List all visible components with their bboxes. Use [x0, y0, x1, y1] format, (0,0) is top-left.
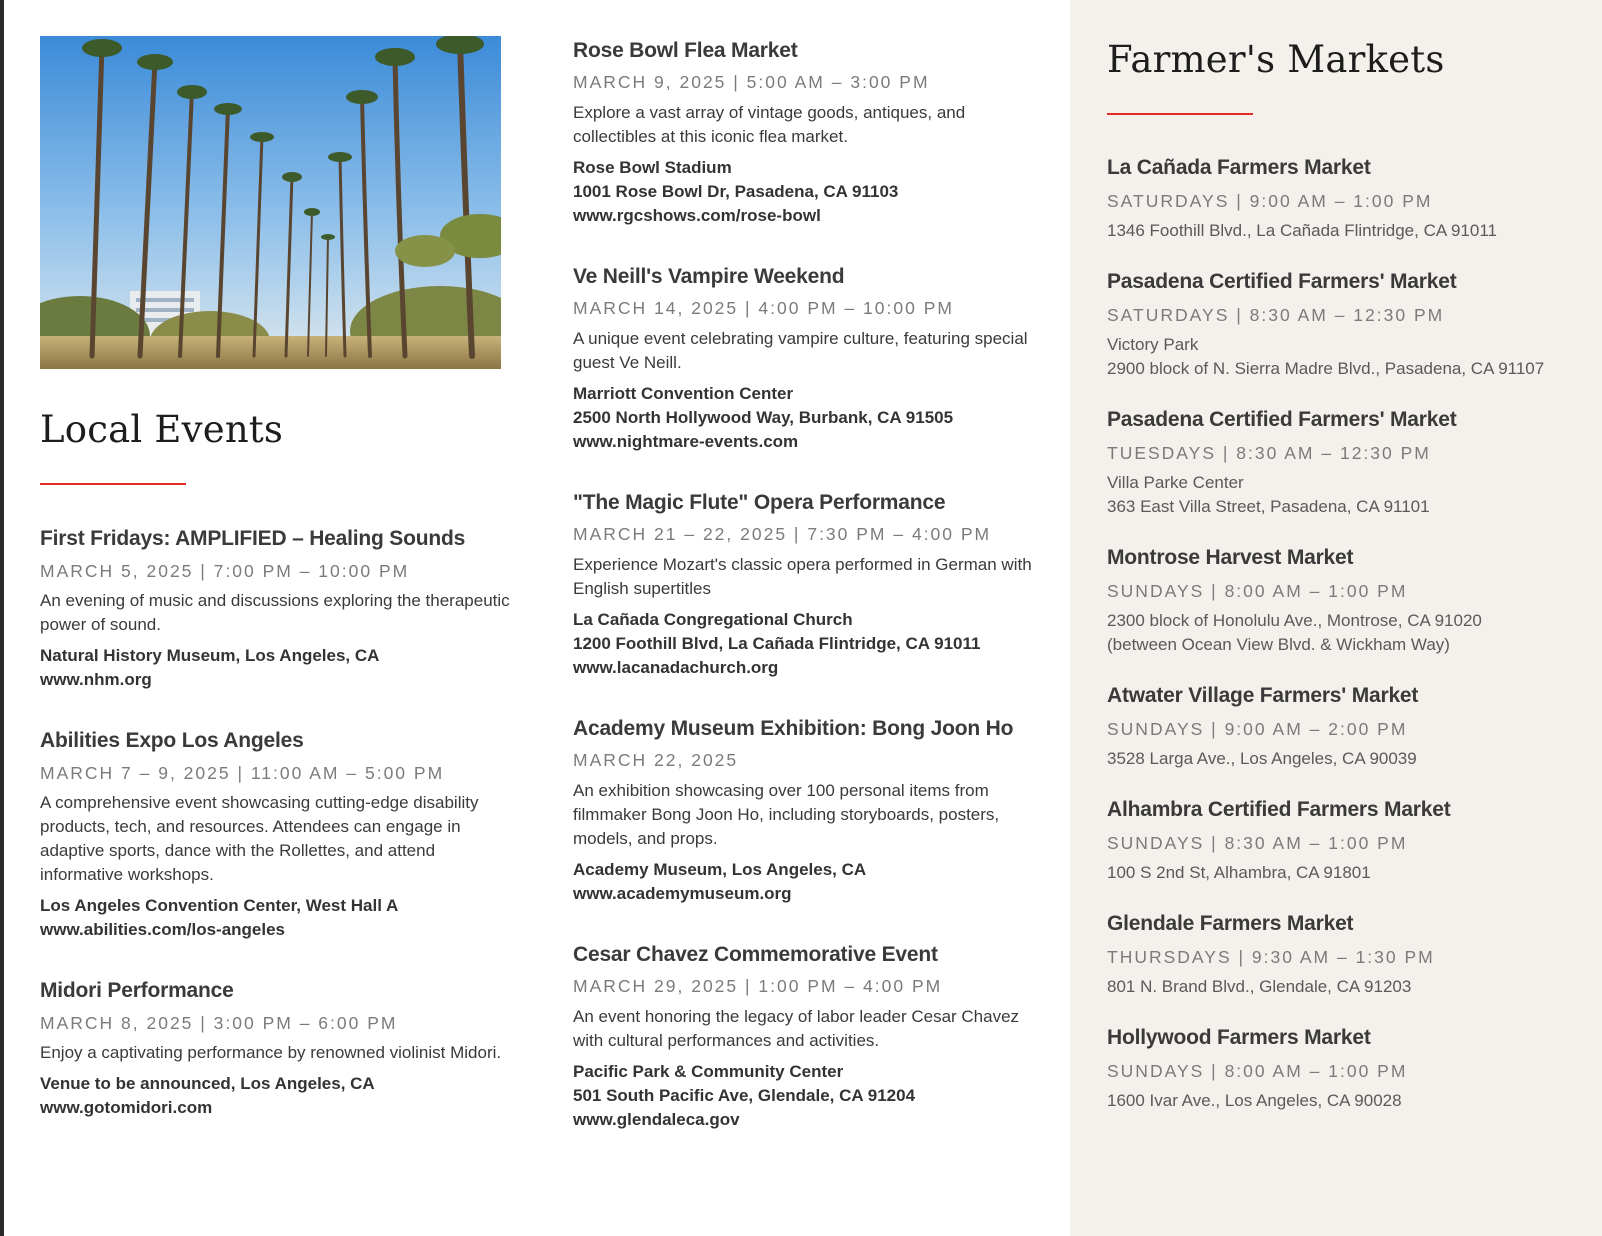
- event-website[interactable]: www.glendaleca.gov: [573, 1110, 740, 1129]
- event-title: Abilities Expo Los Angeles: [40, 729, 304, 753]
- event-item: [573, 38, 1043, 228]
- event-venue-block: [573, 1060, 1043, 1132]
- market-name: Glendale Farmers Market: [1107, 912, 1354, 936]
- event-description: A unique event celebrating vampire culture, featuring special guest Ve Neill.: [573, 329, 1028, 372]
- market-name: Atwater Village Farmers' Market: [1107, 684, 1419, 708]
- event-title: First Fridays: AMPLIFIED – Healing Sounds: [40, 527, 466, 551]
- market-address-line: 2900 block of N. Sierra Madre Blvd., Pasadena, CA 91107: [1107, 359, 1545, 379]
- event-website[interactable]: www.lacanadachurch.org: [573, 658, 779, 677]
- farmers-markets-title: Farmer's Markets: [1107, 38, 1445, 81]
- event-address: 1001 Rose Bowl Dr, Pasadena, CA 91103: [573, 182, 899, 201]
- event-date: MARCH 5, 2025 | 7:00 PM – 10:00 PM: [40, 560, 410, 581]
- market-item: [1107, 269, 1587, 381]
- event-venue: Los Angeles Convention Center, West Hall A: [40, 896, 399, 916]
- market-address-line: Villa Parke Center: [1107, 473, 1244, 493]
- local-events-title: Local Events: [40, 408, 284, 451]
- farmers-markets-sidebar: [1107, 38, 1587, 1139]
- event-venue: La Cañada Congregational Church: [573, 610, 853, 629]
- market-address: [1107, 333, 1587, 381]
- palm-trees-photo: [40, 36, 501, 369]
- page-edge: [0, 0, 4, 1236]
- event-item: [573, 490, 1043, 680]
- event-title: Rose Bowl Flea Market: [573, 39, 798, 62]
- market-item: [1107, 407, 1587, 519]
- market-item: [1107, 545, 1587, 657]
- event-venue-block: [40, 644, 520, 692]
- event-venue-block: [573, 608, 1043, 680]
- event-description: Experience Mozart's classic opera performed in German with English supertitles: [573, 555, 1032, 598]
- event-date: MARCH 22, 2025: [573, 750, 739, 771]
- event-date: MARCH 8, 2025 | 3:00 PM – 6:00 PM: [40, 1012, 398, 1033]
- market-schedule: SATURDAYS | 8:30 AM – 12:30 PM: [1107, 304, 1445, 325]
- event-venue-block: [40, 1072, 520, 1120]
- event-venue: Rose Bowl Stadium: [573, 158, 732, 177]
- event-item: [40, 728, 520, 942]
- event-venue-block: [573, 382, 1043, 454]
- market-address: [1107, 609, 1587, 657]
- market-address-line: (between Ocean View Blvd. & Wickham Way): [1107, 635, 1450, 655]
- event-title: Cesar Chavez Commemorative Event: [573, 943, 938, 966]
- event-description: An event honoring the legacy of labor leader Cesar Chavez with cultural performances and activities.: [573, 1007, 1020, 1050]
- market-address-line: 1346 Foothill Blvd., La Cañada Flintridge, CA 91011: [1107, 221, 1497, 241]
- event-venue-block: [40, 894, 520, 942]
- event-title: Ve Neill's Vampire Weekend: [573, 265, 845, 288]
- market-item: [1107, 797, 1587, 885]
- event-website[interactable]: www.academymuseum.org: [573, 884, 792, 903]
- event-address: 501 South Pacific Ave, Glendale, CA 91204: [573, 1086, 916, 1105]
- event-description: A comprehensive event showcasing cutting-edge disability products, tech, and resources. Attendees can engage in adaptive sports, dance with the Rollettes, and attend informative workshops.: [40, 793, 479, 885]
- market-item: [1107, 1025, 1587, 1113]
- event-website[interactable]: www.nightmare-events.com: [573, 432, 799, 451]
- market-address: [1107, 471, 1587, 519]
- event-description: An exhibition showcasing over 100 personal items from filmmaker Bong Joon Ho, including storyboards, posters, models, and props.: [573, 781, 1000, 848]
- market-address: [1107, 975, 1587, 999]
- market-name: Montrose Harvest Market: [1107, 546, 1354, 570]
- event-item: [40, 526, 520, 692]
- events-column-left: [40, 408, 520, 1156]
- market-schedule: SUNDAYS | 8:00 AM – 1:00 PM: [1107, 580, 1408, 601]
- market-schedule: TUESDAYS | 8:30 AM – 12:30 PM: [1107, 442, 1431, 463]
- event-date: MARCH 7 – 9, 2025 | 11:00 AM – 5:00 PM: [40, 762, 445, 783]
- market-address-line: 100 S 2nd St, Alhambra, CA 91801: [1107, 863, 1371, 883]
- market-schedule: SUNDAYS | 8:30 AM – 1:00 PM: [1107, 832, 1408, 853]
- event-title: Midori Performance: [40, 979, 234, 1003]
- event-venue: Natural History Museum, Los Angeles, CA: [40, 646, 380, 666]
- event-title: "The Magic Flute" Opera Performance: [573, 491, 946, 514]
- event-website[interactable]: www.nhm.org: [40, 670, 152, 690]
- event-date: MARCH 14, 2025 | 4:00 PM – 10:00 PM: [573, 298, 954, 319]
- event-venue: Venue to be announced, Los Angeles, CA: [40, 1074, 375, 1094]
- market-name: La Cañada Farmers Market: [1107, 156, 1371, 180]
- event-website[interactable]: www.abilities.com/los-angeles: [40, 920, 285, 940]
- market-schedule: SUNDAYS | 8:00 AM – 1:00 PM: [1107, 1060, 1408, 1081]
- accent-divider: [40, 483, 186, 485]
- event-date: MARCH 29, 2025 | 1:00 PM – 4:00 PM: [573, 976, 943, 997]
- market-item: [1107, 911, 1587, 999]
- event-date: MARCH 9, 2025 | 5:00 AM – 3:00 PM: [573, 72, 930, 93]
- event-item: [573, 942, 1043, 1132]
- event-venue: Academy Museum, Los Angeles, CA: [573, 860, 867, 879]
- market-schedule: THURSDAYS | 9:30 AM – 1:30 PM: [1107, 946, 1435, 967]
- market-schedule: SATURDAYS | 9:00 AM – 1:00 PM: [1107, 190, 1433, 211]
- market-address-line: 3528 Larga Ave., Los Angeles, CA 90039: [1107, 749, 1417, 769]
- market-address-line: 363 East Villa Street, Pasadena, CA 91101: [1107, 497, 1430, 517]
- event-item: [573, 716, 1043, 906]
- event-description: Enjoy a captivating performance by renowned violinist Midori.: [40, 1043, 502, 1063]
- market-name: Alhambra Certified Farmers Market: [1107, 798, 1451, 822]
- event-description: Explore a vast array of vintage goods, antiques, and collectibles at this iconic flea market.: [573, 103, 966, 146]
- market-name: Pasadena Certified Farmers' Market: [1107, 408, 1457, 432]
- events-column-middle: [573, 38, 1043, 1168]
- market-address-line: 2300 block of Honolulu Ave., Montrose, CA 91020: [1107, 611, 1482, 631]
- market-address-line: Victory Park: [1107, 335, 1199, 355]
- event-venue-block: [573, 858, 1043, 906]
- event-address: 1200 Foothill Blvd, La Cañada Flintridge, CA 91011: [573, 634, 981, 653]
- market-address: [1107, 861, 1587, 885]
- event-item: [40, 978, 520, 1120]
- market-name: Hollywood Farmers Market: [1107, 1026, 1371, 1050]
- market-item: [1107, 683, 1587, 771]
- market-address: [1107, 1089, 1587, 1113]
- accent-divider: [1107, 113, 1253, 115]
- event-venue: Marriott Convention Center: [573, 384, 794, 403]
- event-website[interactable]: www.rgcshows.com/rose-bowl: [573, 206, 821, 225]
- event-item: [573, 264, 1043, 454]
- market-address: [1107, 747, 1587, 771]
- market-item: [1107, 155, 1587, 243]
- market-schedule: SUNDAYS | 9:00 AM – 2:00 PM: [1107, 718, 1408, 739]
- market-name: Pasadena Certified Farmers' Market: [1107, 270, 1457, 294]
- event-address: 2500 North Hollywood Way, Burbank, CA 91505: [573, 408, 954, 427]
- event-date: MARCH 21 – 22, 2025 | 7:30 PM – 4:00 PM: [573, 524, 992, 545]
- event-website[interactable]: www.gotomidori.com: [40, 1098, 213, 1118]
- event-venue: Pacific Park & Community Center: [573, 1062, 844, 1081]
- market-address: [1107, 219, 1587, 243]
- market-address-line: 1600 Ivar Ave., Los Angeles, CA 90028: [1107, 1091, 1402, 1111]
- market-address-line: 801 N. Brand Blvd., Glendale, CA 91203: [1107, 977, 1412, 997]
- event-title: Academy Museum Exhibition: Bong Joon Ho: [573, 717, 1014, 740]
- event-description: An evening of music and discussions exploring the therapeutic power of sound.: [40, 591, 510, 635]
- event-venue-block: [573, 156, 1043, 228]
